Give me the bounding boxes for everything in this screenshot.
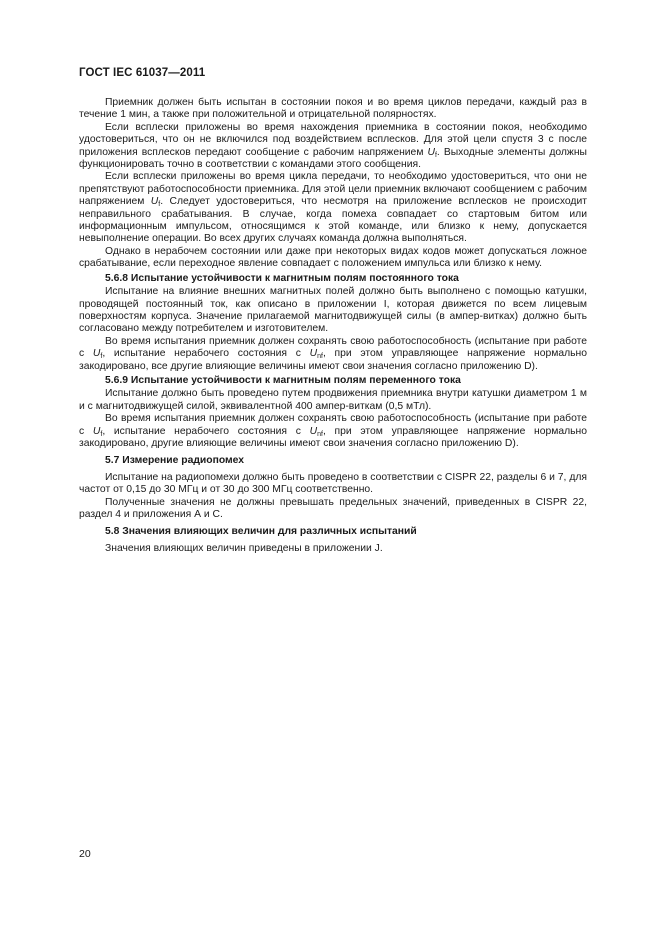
paragraph-text: , испытание нерабочего состояния с xyxy=(102,348,310,360)
paragraph: Испытание на влияние внешних магнитных полей должно быть выполнено с помощью катушки, проводящей постоянный ток, как описано в приложении I, которая движется по всем лицевым поверхностям корпуса. Значение прилагаемой магнитодвижущей силы (в ампер-витках) должно быть согласовано между потребителем и изготовителем. xyxy=(79,286,587,335)
paragraph: Испытание на радиопомехи должно быть проведено в соответствии с CISPR 22, разделы 6 и 7, для частот от 0,15 до 30 МГц и от 30 до 300 МГц соответственно. xyxy=(79,471,587,496)
paragraph: Испытание должно быть проведено путем продвижения приемника внутри катушки диаметром 1 м и с магнитодвижущей силой, эквивалентной 400 ампер-виткам (0,5 мТл). xyxy=(79,388,587,412)
voltage-symbol: U xyxy=(309,348,318,360)
paragraph-text: Во время испытания приемник должен сохранять свою работоспособность (испытание при работе с xyxy=(79,413,587,437)
voltage-subscript: f xyxy=(158,201,161,209)
voltage-symbol: U xyxy=(92,425,101,437)
paragraph: Приемник должен быть испытан в состоянии покоя и во время циклов передачи, каждый раз в течение 1 мин, а также при положительной и отрицательной полярностях. xyxy=(79,97,587,121)
paragraph xyxy=(79,413,587,450)
paragraph-text: , испытание нерабочего состояния с xyxy=(102,425,310,437)
paragraph-text: Если всплески приложены во время цикла передачи, то необходимо удостовериться, что они не препятствуют работоспособности приемника. Для этой цели приемник включают сообщением с рабочим напряжением xyxy=(79,171,587,208)
paragraph xyxy=(79,171,587,245)
spacer xyxy=(79,450,587,453)
voltage-subscript: f xyxy=(434,151,437,159)
voltage-symbol: U xyxy=(309,425,318,437)
section-heading-5-6-8: 5.6.8 Испытание устойчивости к магнитным полям постоянного тока xyxy=(105,272,459,284)
paragraph: Значения влияющих величин приведены в приложении J. xyxy=(105,542,383,554)
page-number: 20 xyxy=(79,848,91,860)
paragraph-text: Если всплески приложены во время нахождения приемника в состоянии покоя, необходимо удостовериться, что он не включился под воздействием всплесков. Для этой цели спустя 3 с после приложения всплесков передают сообщение с рабочим напряжением xyxy=(79,121,587,158)
voltage-symbol: U xyxy=(427,146,435,158)
section-heading-5-6-9: 5.6.9 Испытание устойчивости к магнитным полям переменного тока xyxy=(105,374,461,386)
spacer xyxy=(79,521,587,524)
section-heading-5-7: 5.7 Измерение радиопомех xyxy=(105,455,245,467)
paragraph-text: , при этом управляющее напряжение нормально закодировано, другие влияющие величины имеют свои значения согласно приложению D). xyxy=(79,425,587,449)
paragraph-text: . Следует удостовериться, что несмотря на приложение всплесков не происходит неправильного срабатывания. В случае, когда помеха совпадает со стартовым битом или информационным импульсом, относящимся к этой команде, или близко к нему, допускается невыполнение операции. Во всех других случаях команда должна выполняться. xyxy=(79,196,587,245)
document-body xyxy=(79,97,587,555)
voltage-symbol: U xyxy=(150,196,159,208)
voltage-subscript: nf xyxy=(317,430,323,438)
paragraph-text: , при этом управляющее напряжение нормально закодировано, все другие влияющие величины имеют свои значения согласно приложению D). xyxy=(79,348,587,372)
voltage-subscript: f xyxy=(100,353,103,361)
voltage-symbol: U xyxy=(92,348,101,360)
paragraph-text: Во время испытания приемник должен сохранять свою работоспособность (испытание при работе с xyxy=(79,335,587,360)
paragraph: Однако в нерабочем состоянии или даже при некоторых видах кодов может допускаться ложное срабатывание, если переходное явление совпадает с положением импульса или близко к нему. xyxy=(79,245,587,270)
paragraph-text: . Выходные элементы должны функционировать точно в соответствии с командами этого сообщения. xyxy=(79,146,587,171)
document-header: ГОСТ IEC 61037—2011 xyxy=(79,67,206,79)
paragraph xyxy=(79,122,587,172)
section-heading-5-8: 5.8 Значения влияющих величин для различных испытаний xyxy=(105,526,417,538)
voltage-subscript: f xyxy=(100,430,103,438)
voltage-subscript: nf xyxy=(317,353,323,361)
paragraph: Полученные значения не должны превышать предельных значений, приведенных в CISPR 22, раздел 4 и приложения А и С. xyxy=(79,496,587,520)
paragraph xyxy=(79,336,587,373)
